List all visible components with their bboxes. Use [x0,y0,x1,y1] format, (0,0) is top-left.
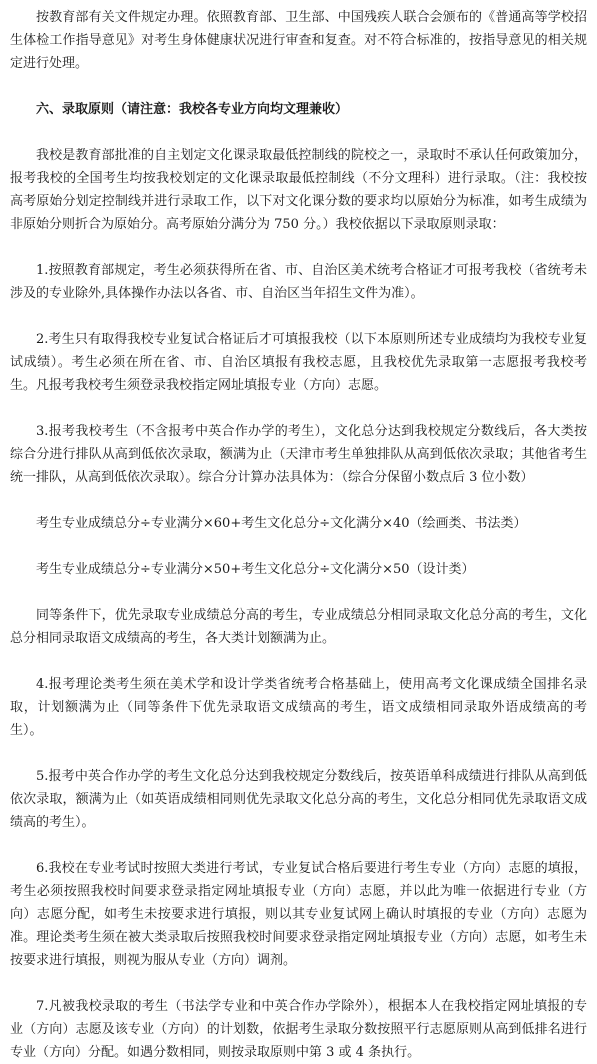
spacer [10,121,587,144]
spacer [10,972,587,995]
rule-4-paragraph: 4.报考理论类考生须在美术学和设计学类省统考合格基础上，使用高考文化课成绩全国排名录取，计划额满为止（同等条件下优先录取语文成绩高的考生，语文成绩相同录取外语成绩高的考生）。 [10,677,587,738]
spacer [10,581,587,604]
spacer [10,742,587,765]
formula-design: 考生专业成绩总分÷专业满分×50+考生文化总分÷文化满分×50（设计类） [36,562,475,577]
rule-3-paragraph: 3.报考我校考生（不含报考中英合作办学的考生），文化总分达到我校规定分数线后，各大类按综合分进行排队从高到低依次录取，额满为止（天津市考生单独排队从高到低依次录取；其他省考生统一排队，从高到低依次录取）。综合分计算办法具体为：（综合分保留小数点后 3 位小数） [10,424,587,485]
spacer [10,834,587,857]
spacer [10,489,587,512]
rule-1-paragraph: 1.按照教育部规定，考生必须获得所在省、市、自治区美术统考合格证才可报考我校（省统考未涉及的专业除外,具体操作办法以各省、市、自治区当年招生文件为准）。 [10,263,587,301]
spacer [10,535,587,558]
tie-rule-paragraph: 同等条件下，优先录取专业成绩总分高的考生，专业成绩总分相同录取文化总分高的考生，文化总分相同录取语文成绩高的考生，各大类计划额满为止。 [10,608,587,646]
section-heading: 六、录取原则（请注意：我校各专业方向均文理兼收） [36,102,349,117]
spacer [10,650,587,673]
spacer [10,397,587,420]
rule-6-paragraph: 6.我校在专业考试时按照大类进行考试，专业复试合格后要进行考生专业（方向）志愿的填报，考生必须按照我校时间要求登录指定网址填报专业（方向）志愿，并以此为唯一依据进行专业（方向）志愿分配，如考生未按要求进行填报，则以其专业复试网上确认时填报的专业（方向）志愿为准。理论类考生须在被大类录取后按照我校时间要求登录指定网址填报专业（方向）志愿，如考生未按要求进行填报，则视为服从专业（方向）调剂。 [10,861,587,968]
spacer [10,305,587,328]
section-intro-paragraph: 我校是教育部批准的自主划定文化课录取最低控制线的院校之一，录取时不承认任何政策加分，报考我校的全国考生均按我校划定的文化课录取最低控制线（不分文理科）进行录取。（注：我校按高考原始分划定控制线并进行录取工作，以下对文化课分数的要求均以原始分为标准，如考生成绩为非原始分则折合为原始分。高考原始分满分为 750 分。）我校依据以下录取原则录取： [10,148,587,232]
spacer [10,75,587,98]
spacer [10,236,587,259]
rule-7-paragraph: 7.凡被我校录取的考生（书法学专业和中英合作办学除外），根据本人在我校指定网址填报的专业（方向）志愿及该专业（方向）的计划数，依据考生录取分数按照平行志愿原则从高到低排名进行专业（方向）分配。如遇分数相同，则按录取原则中第 3 或 4 条执行。 [10,999,587,1060]
intro-paragraph: 按教育部有关文件规定办理。依照教育部、卫生部、中国残疾人联合会颁布的《普通高等学校招生体检工作指导意见》对考生身体健康状况进行审查和复查。对不符合标准的，按指导意见的相关规定进行处理。 [10,10,587,71]
rule-2-paragraph: 2.考生只有取得我校专业复试合格证后才可填报我校（以下本原则所述专业成绩均为我校专业复试成绩）。考生必须在所在省、市、自治区填报有我校志愿，且我校优先录取第一志愿报考我校考生。凡报考我校考生须登录我校指定网址填报专业（方向）志愿。 [10,332,587,393]
formula-painting-calligraphy: 考生专业成绩总分÷专业满分×60+考生文化总分÷文化满分×40（绘画类、书法类） [36,516,527,531]
rule-5-paragraph: 5.报考中英合作办学的考生文化总分达到我校规定分数线后，按英语单科成绩进行排队从高到低依次录取，额满为止（如英语成绩相同则优先录取文化总分高的考生，文化总分相同优先录取语文成绩高的考生）。 [10,769,587,830]
